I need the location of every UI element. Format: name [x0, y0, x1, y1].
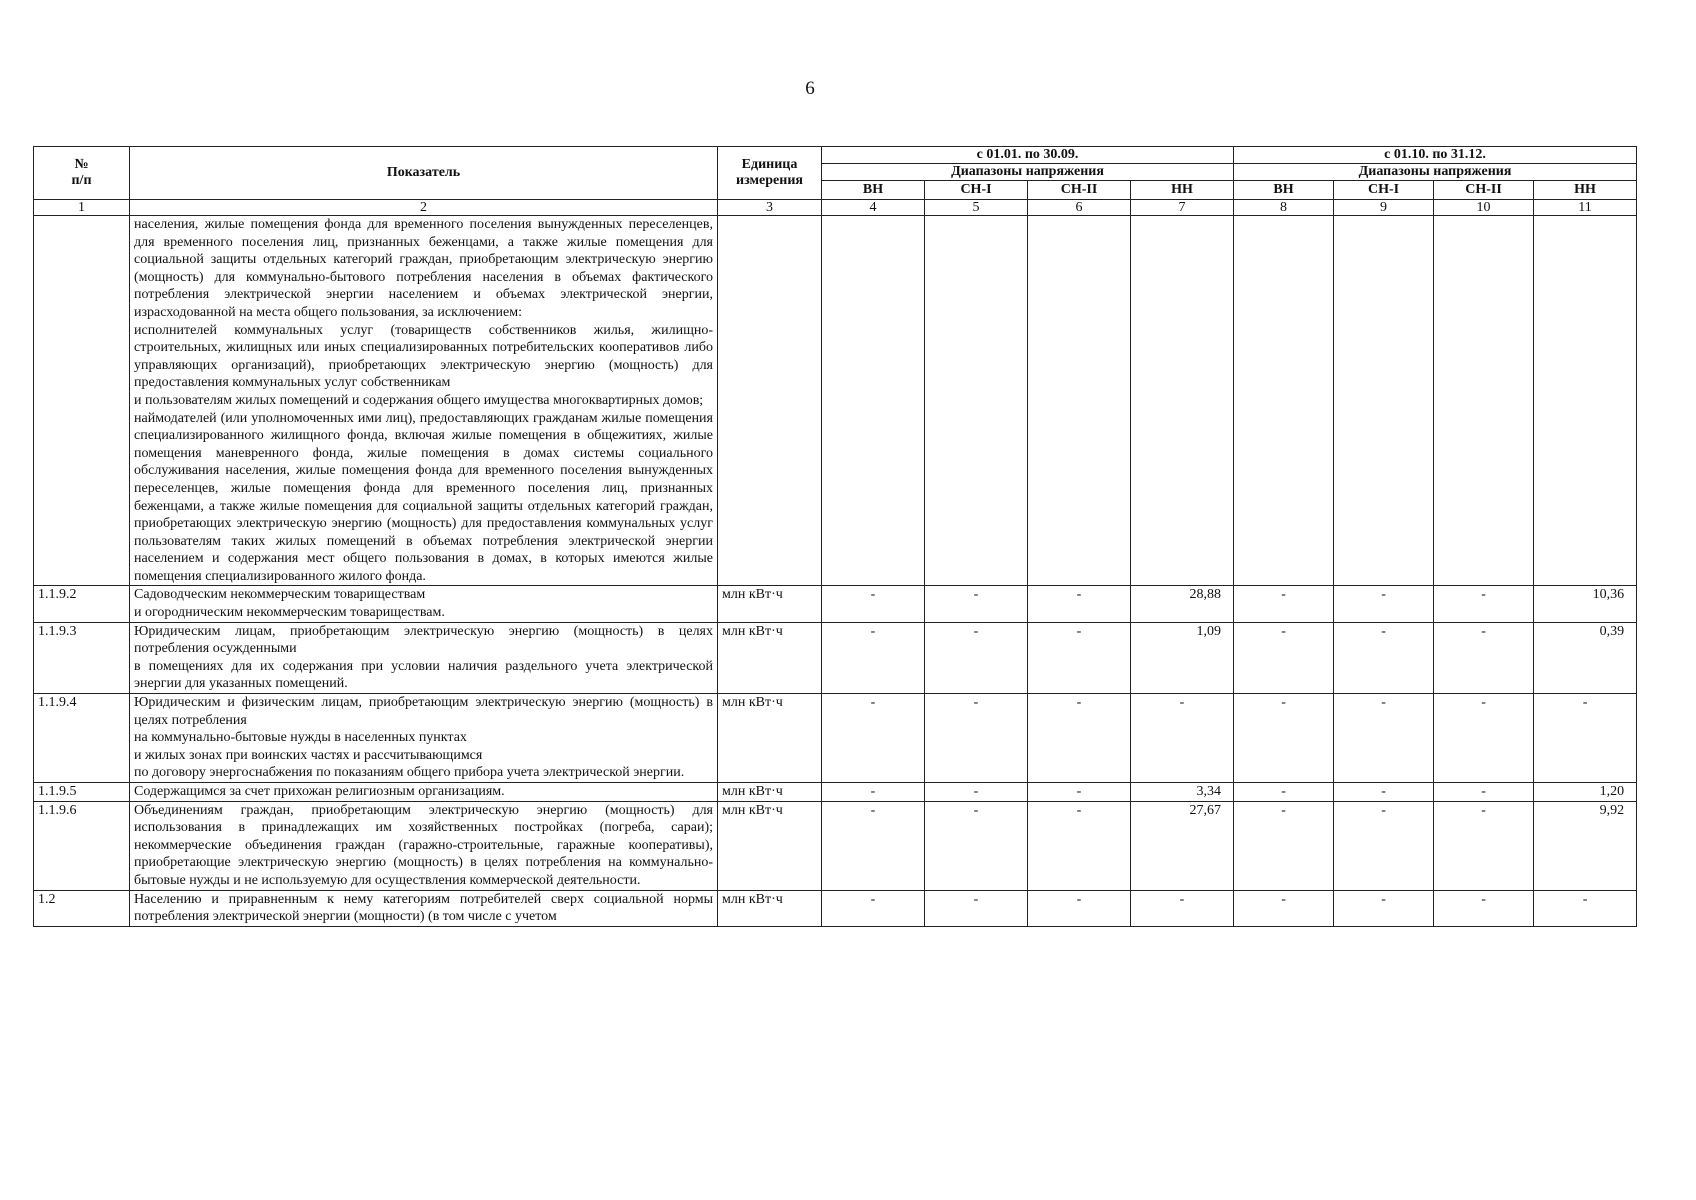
row-value: - — [1434, 801, 1534, 890]
row-value: - — [925, 694, 1028, 783]
row-unit — [718, 216, 822, 586]
row-description — [130, 622, 718, 693]
row-code: 1.1.9.5 — [34, 783, 130, 802]
row-value: - — [1234, 622, 1334, 693]
row-value: - — [1434, 890, 1534, 926]
description-paragraph: Объединениям граждан, приобретающим электрическую энергию (мощность) для использования в принадлежащих им хозяйственных постройках (погреба, сараи); некоммерческие объединения граждан (гаражно-строительные, гаражные кооперативы), приобретающие электрическую энергию (мощность) в целях потребления на коммунально-бытовые нужды и не используемую для осуществления коммерческой деятельности. — [134, 802, 713, 888]
description-paragraph: и пользователям жилых помещений и содержания общего имущества многоквартирных домов; — [134, 392, 704, 408]
row-value: - — [1234, 801, 1334, 890]
header-vn: ВН — [1234, 181, 1334, 200]
description-paragraph: населения, жилые помещения фонда для временного поселения вынужденных переселенцев, для временного поселения лиц, признанных беженцами, а также жилые помещения для социальной защиты отдельных категорий граждан, приобретающим электрическую энергию (мощность) для коммунально-бытового потребления населения в объемах фактического потребления электрической энергии населением и объемах электрической энергии, израсходованной на места общего пользования, за исключением: — [134, 217, 713, 320]
table-body — [34, 216, 1637, 927]
row-unit: млн кВт·ч — [718, 890, 822, 926]
header-period-1: с 01.01. по 30.09. — [822, 147, 1234, 164]
table-row — [34, 890, 1637, 926]
header-sn2: СН-II — [1028, 181, 1131, 200]
description-paragraph: по договору энергоснабжения по показаниям общего прибора учета электрической энергии. — [134, 765, 685, 781]
row-value: - — [1028, 783, 1131, 802]
header-nn: НН — [1534, 181, 1637, 200]
row-value: - — [822, 890, 925, 926]
row-value: - — [1028, 801, 1131, 890]
row-value: - — [1334, 586, 1434, 622]
row-code: 1.1.9.3 — [34, 622, 130, 693]
row-unit: млн кВт·ч — [718, 622, 822, 693]
row-value — [1028, 216, 1131, 586]
row-value — [925, 216, 1028, 586]
row-value — [822, 216, 925, 586]
column-number-row — [34, 200, 1637, 216]
header-unit: Единица измерения — [718, 147, 822, 200]
header-voltage-ranges-2: Диапазоны напряжения — [1234, 164, 1637, 181]
row-unit: млн кВт·ч — [718, 783, 822, 802]
row-description — [130, 783, 718, 802]
column-number: 11 — [1534, 200, 1637, 216]
row-code: 1.1.9.6 — [34, 801, 130, 890]
row-description — [130, 216, 718, 586]
row-value: - — [1334, 694, 1434, 783]
row-value — [1131, 216, 1234, 586]
description-paragraph: и огородническим некоммерческим товариществам. — [134, 605, 445, 621]
row-description — [130, 694, 718, 783]
column-number: 7 — [1131, 200, 1234, 216]
row-value: - — [925, 586, 1028, 622]
description-paragraph: исполнителей коммунальных услуг (товариществ собственников жилья, жилищно-строительных, жилищных или иных специализированных потребительских кооперативов либо управляющих организаций), приобретающих электрическую энергию (мощность) для предоставления коммунальных услуг собственникам — [134, 322, 713, 391]
table-row — [34, 622, 1637, 693]
row-value: 9,92 — [1534, 801, 1637, 890]
row-value: 27,67 — [1131, 801, 1234, 890]
row-value: - — [925, 622, 1028, 693]
row-description — [130, 586, 718, 622]
header-sn2: СН-II — [1434, 181, 1534, 200]
row-value — [1434, 216, 1534, 586]
row-value: - — [1234, 586, 1334, 622]
table-row — [34, 801, 1637, 890]
row-value: - — [1334, 801, 1434, 890]
page-number: 6 — [805, 78, 815, 99]
row-value: - — [1334, 622, 1434, 693]
column-number: 4 — [822, 200, 925, 216]
row-value: - — [1234, 890, 1334, 926]
row-value: - — [1434, 586, 1534, 622]
row-value: - — [925, 783, 1028, 802]
row-value: - — [1028, 622, 1131, 693]
header-voltage-ranges-1: Диапазоны напряжения — [822, 164, 1234, 181]
table-header — [34, 147, 1637, 216]
column-number: 9 — [1334, 200, 1434, 216]
header-num: № п/п — [34, 147, 130, 200]
row-value: - — [1334, 783, 1434, 802]
row-value: 3,34 — [1131, 783, 1234, 802]
row-value: - — [822, 586, 925, 622]
column-number: 8 — [1234, 200, 1334, 216]
header-nn: НН — [1131, 181, 1234, 200]
row-value: - — [1028, 586, 1131, 622]
description-paragraph: наймодателей (или уполномоченных ими лиц), предоставляющих гражданам жилые помещения специализированного жилищного фонда, включая жилые помещения в общежитиях, жилые помещения маневренного фонда, жилые помещения в домах системы социального обслуживания населения, жилые помещения фонда для временного поселения вынужденных переселенцев, жилые помещения фонда для временного поселения лиц, признанных беженцами, а также жилые помещения для социальной защиты отдельных категорий граждан, приобретающих электрическую энергию (мощность) для предоставления коммунальных услуг пользователям таких жилых помещений в объемах потребления электрической энергии населением и содержания мест общего пользования в домах, в которых имеются жилые помещения специализированного жилого фонда. — [134, 410, 713, 584]
row-value: - — [925, 890, 1028, 926]
row-value — [1234, 216, 1334, 586]
header-vn: ВН — [822, 181, 925, 200]
description-paragraph: и жилых зонах при воинских частях и рассчитывающимся — [134, 747, 483, 763]
header-indicator: Показатель — [130, 147, 718, 200]
row-value — [1334, 216, 1434, 586]
header-sn1: СН-I — [1334, 181, 1434, 200]
row-code: 1.2 — [34, 890, 130, 926]
row-unit: млн кВт·ч — [718, 694, 822, 783]
column-number: 3 — [718, 200, 822, 216]
row-value: - — [1434, 783, 1534, 802]
row-unit: млн кВт·ч — [718, 586, 822, 622]
column-number: 1 — [34, 200, 130, 216]
row-value: - — [1434, 694, 1534, 783]
row-value: - — [1028, 694, 1131, 783]
row-value: - — [1131, 694, 1234, 783]
header-period-2: с 01.10. по 31.12. — [1234, 147, 1637, 164]
table-row — [34, 783, 1637, 802]
row-value: 28,88 — [1131, 586, 1234, 622]
table-row — [34, 694, 1637, 783]
description-paragraph: Населению и приравненным к нему категориям потребителей сверх социальной нормы потребления электрической энергии (мощности) (в том числе с учетом — [134, 891, 713, 925]
description-paragraph: Содержащимся за счет прихожан религиозным организациям. — [134, 784, 505, 799]
row-value: - — [1534, 694, 1637, 783]
row-value: - — [822, 622, 925, 693]
description-paragraph: Юридическим лицам, приобретающим электрическую энергию (мощность) в целях потребления осужденными — [134, 623, 713, 657]
row-value: 0,39 — [1534, 622, 1637, 693]
row-value: 10,36 — [1534, 586, 1637, 622]
description-paragraph: на коммунально-бытовые нужды в населенных пунктах — [134, 730, 467, 746]
row-value: - — [822, 694, 925, 783]
column-number: 2 — [130, 200, 718, 216]
row-value: - — [1234, 694, 1334, 783]
row-code: 1.1.9.4 — [34, 694, 130, 783]
row-value: 1,20 — [1534, 783, 1637, 802]
row-code — [34, 216, 130, 586]
column-number: 5 — [925, 200, 1028, 216]
column-number: 10 — [1434, 200, 1534, 216]
row-unit: млн кВт·ч — [718, 801, 822, 890]
row-value: - — [1234, 783, 1334, 802]
row-description — [130, 801, 718, 890]
table-row — [34, 586, 1637, 622]
description-paragraph: Юридическим и физическим лицам, приобретающим электрическую энергию (мощность) в целях потребления — [134, 695, 713, 728]
row-value: - — [925, 801, 1028, 890]
row-value: - — [1534, 890, 1637, 926]
row-value: - — [1028, 890, 1131, 926]
row-value: - — [1131, 890, 1234, 926]
row-description — [130, 890, 718, 926]
description-paragraph: в помещениях для их содержания при условии наличия раздельного учета электрической энергии для указанных помещений. — [134, 658, 713, 692]
row-value: 1,09 — [1131, 622, 1234, 693]
table-row — [34, 216, 1637, 586]
row-value: - — [822, 801, 925, 890]
row-value: - — [822, 783, 925, 802]
row-code: 1.1.9.2 — [34, 586, 130, 622]
description-paragraph: Садоводческим некоммерческим товариществам — [134, 587, 426, 603]
row-value: - — [1334, 890, 1434, 926]
tariff-table — [33, 146, 1637, 927]
row-value — [1534, 216, 1637, 586]
row-value: - — [1434, 622, 1534, 693]
column-number: 6 — [1028, 200, 1131, 216]
header-sn1: СН-I — [925, 181, 1028, 200]
